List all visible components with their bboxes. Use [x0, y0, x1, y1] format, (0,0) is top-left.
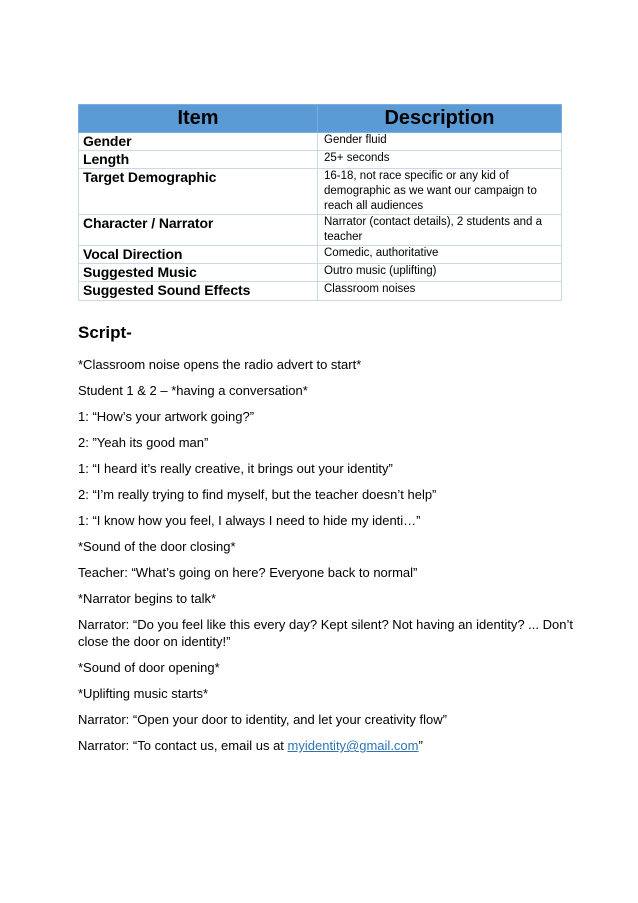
- script-line: *Sound of door opening*: [78, 660, 220, 675]
- contact-prefix: Narrator: “To contact us, email us at: [78, 738, 288, 753]
- table-row: [79, 169, 562, 215]
- script-heading: Script-: [78, 323, 132, 342]
- row-item-gender: Gender: [79, 133, 318, 151]
- row-description-length: 25+ seconds: [318, 151, 562, 169]
- row-item-vocal-direction: Vocal Direction: [79, 246, 318, 264]
- script-line: *Narrator begins to talk*: [78, 591, 217, 606]
- table-header-row: [79, 105, 562, 133]
- row-description-suggested-sound-effects: Classroom noises: [318, 282, 562, 301]
- table-row: [79, 246, 562, 264]
- table-row: [79, 215, 562, 246]
- row-description-target-demographic: 16-18, not race specific or any kid of demographic as we want our campaign to reach all audiences: [318, 169, 562, 215]
- table-row: [79, 151, 562, 169]
- row-description-suggested-music: Outro music (uplifting): [318, 264, 562, 282]
- script-section: [78, 323, 578, 763]
- row-item-suggested-sound-effects: Suggested Sound Effects: [79, 282, 318, 301]
- script-line: 1: “How’s your artwork going?”: [78, 409, 255, 424]
- script-line: *Uplifting music starts*: [78, 686, 209, 701]
- row-description-gender: Gender fluid: [318, 133, 562, 151]
- script-line: 2: “I’m really trying to find myself, but the teacher doesn’t help”: [78, 487, 437, 502]
- row-description-character-narrator: Narrator (contact details), 2 students and a teacher: [318, 215, 562, 246]
- script-line: Narrator: “Open your door to identity, and let your creativity flow”: [78, 712, 447, 727]
- row-description-vocal-direction: Comedic, authoritative: [318, 246, 562, 264]
- table-row: [79, 264, 562, 282]
- table-row: [79, 133, 562, 151]
- script-line: 1: “I heard it’s really creative, it brings out your identity”: [78, 461, 393, 476]
- row-item-suggested-music: Suggested Music: [79, 264, 318, 282]
- header-description: Description: [318, 105, 562, 133]
- script-line-contact: [78, 737, 578, 754]
- script-line: Narrator: “Do you feel like this every day? Kept silent? Not having an identity? ... Don’t close the door on identity!”: [78, 617, 573, 649]
- script-line: 2: ”Yeah its good man”: [78, 435, 209, 450]
- advert-brief-table: [78, 104, 562, 301]
- table-row: [79, 282, 562, 301]
- contact-suffix: ”: [418, 738, 423, 753]
- script-line: Student 1 & 2 – *having a conversation*: [78, 383, 308, 398]
- row-item-length: Length: [79, 151, 318, 169]
- email-link[interactable]: myidentity@gmail.com: [287, 738, 419, 753]
- script-line: 1: “I know how you feel, I always I need to hide my identi…”: [78, 513, 421, 528]
- row-item-character-narrator: Character / Narrator: [79, 215, 318, 246]
- script-line: *Sound of the door closing*: [78, 539, 236, 554]
- script-line: *Classroom noise opens the radio advert to start*: [78, 357, 362, 372]
- row-item-target-demographic: Target Demographic: [79, 169, 318, 215]
- header-item: Item: [79, 105, 318, 133]
- script-line: Teacher: “What’s going on here? Everyone back to normal”: [78, 565, 418, 580]
